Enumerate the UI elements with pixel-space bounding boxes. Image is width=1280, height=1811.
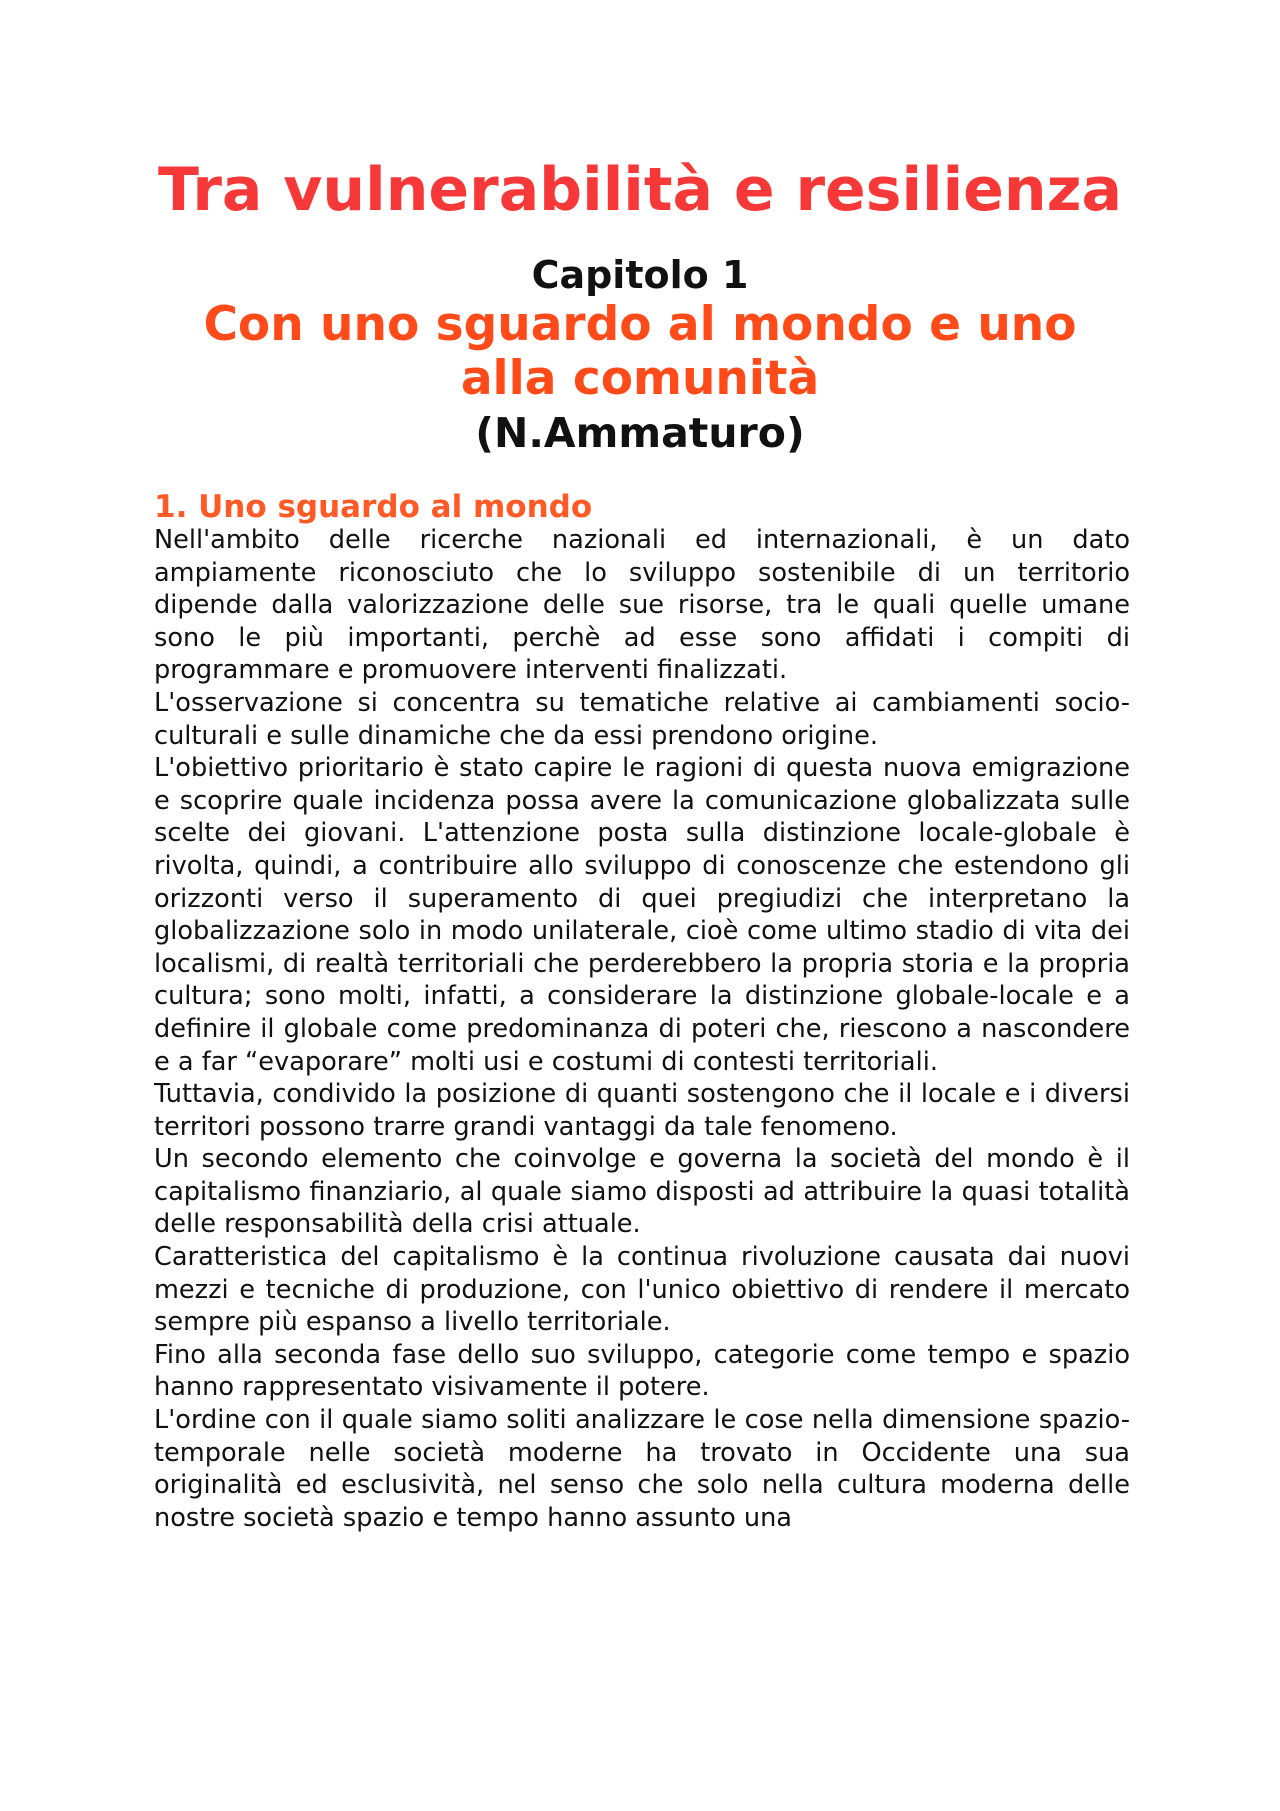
chapter-title: Con uno sguardo al mondo e uno alla comunità [203, 297, 1077, 406]
paragraph: Tuttavia, condivido la posizione di quanti sostengono che il locale e i diversi territori possono trarre grandi vantaggi da tale fenomeno. [154, 1079, 1130, 1142]
paragraph: L'obiettivo prioritario è stato capire le ragioni di questa nuova emigrazione e scoprire quale incidenza possa avere la comunicazione globalizzata sulle scelte dei giovani. L'attenzione posta sulla distinzione locale-globale è rivolta, quindi, a contribuire allo sviluppo di conoscenze che estendono gli orizzonti verso il superamento di quei pregiudizi che interpretano la globalizzazione solo in modo unilaterale, cioè come ultimo stadio di vita dei localismi, di realtà territoriali che perderebbero la propria storia e la propria cultura; sono molti, infatti, a considerare la distinzione globale-locale e a definire il globale come predominanza di poteri che, riescono a nascondere e a far “evaporare” molti usi e costumi di contesti territoriali. [154, 753, 1130, 1077]
paragraph: L'osservazione si concentra su tematiche relative ai cambiamenti socio-culturali e sulle dinamiche che da essi prendono origine. [154, 687, 1130, 751]
paragraph: Nell'ambito delle ricerche nazionali ed internazionali, è un dato ampiamente riconosciuto che lo sviluppo sostenibile di un territorio dipende dalla valorizzazione delle sue risorse, tra le quali quelle umane sono le più importanti, perchè ad esse sono affidati i compiti di programmare e promuovere interventi finalizzati. [154, 525, 1130, 686]
chapter-label: Capitolo 1 [531, 253, 749, 297]
section-heading: 1. Uno sguardo al mondo [154, 489, 593, 525]
paragraph: Fino alla seconda fase dello suo sviluppo, categorie come tempo e spazio hanno rappresentato visivamente il potere. [154, 1339, 1130, 1403]
body-text [154, 524, 1130, 1534]
paragraph: Caratteristica del capitalismo è la continua rivoluzione causata dai nuovi mezzi e tecniche di produzione, con l'unico obiettivo di rendere il mercato sempre più espanso a livello territoriale. [154, 1242, 1130, 1338]
paragraph: Un secondo elemento che coinvolge e governa la società del mondo è il capitalismo finanziario, al quale siamo disposti ad attribuire la quasi totalità delle responsabilità della crisi attuale. [154, 1144, 1130, 1240]
paragraph: L'ordine con il quale siamo soliti analizzare le cose nella dimensione spazio-temporale nelle società moderne ha trovato in Occidente una sua originalità ed esclusività, nel senso che solo nella cultura moderna delle nostre società spazio e tempo hanno assunto una [154, 1405, 1130, 1533]
chapter-author: (N.Ammaturo) [475, 409, 805, 457]
document-title: Tra vulnerabilità e resilienza [158, 155, 1122, 225]
